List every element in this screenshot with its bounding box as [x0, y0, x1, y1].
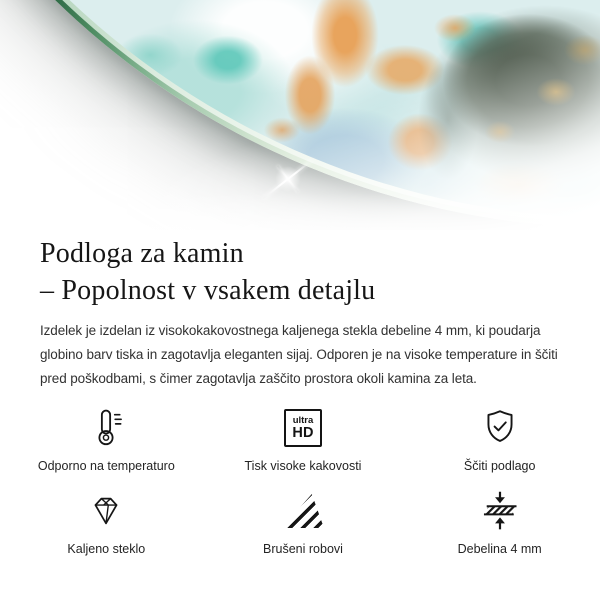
- feature-label: Brušeni robovi: [263, 542, 343, 556]
- feature-protects-floor: [401, 405, 598, 474]
- brushed-edges-icon: [282, 488, 324, 534]
- feature-label: Kaljeno steklo: [67, 542, 146, 556]
- feature-print-quality: [205, 405, 402, 474]
- feature-temperature-resistant: [8, 405, 205, 474]
- product-info-section: [0, 230, 600, 391]
- feature-label: Ščiti podlago: [463, 459, 536, 473]
- feature-label: Tisk visoke kakovosti: [244, 459, 362, 473]
- ultra-hd-icon-text-bottom: HD: [292, 425, 314, 441]
- ultra-hd-icon: [284, 405, 322, 451]
- product-description: Izdelek je izdelan iz visokokakovostnega kaljenega stekla debeline 4 mm, ki poudarja globino barv tiska in zagotavlja eleganten sijaj. Odporen je na visoke temperature in ščiti pred poškodbami, s čimer zagotavlja zaščito prostora okoli kamina za leta.: [40, 323, 558, 386]
- page-title-line1: Podloga za kamin: [40, 238, 244, 269]
- page-title-line2: – Popolnost v vsakem detajlu: [40, 275, 376, 306]
- feature-tempered-glass: [8, 488, 205, 557]
- ultra-hd-icon-text-top: ultra: [292, 415, 314, 426]
- thickness-icon: [478, 488, 522, 534]
- feature-label: Debelina 4 mm: [457, 542, 542, 556]
- product-image: [0, 0, 600, 230]
- page-title: [40, 235, 560, 309]
- feature-ground-edges: [205, 488, 402, 557]
- feature-grid: [0, 405, 600, 557]
- feature-label: Odporno na temperaturo: [37, 459, 175, 473]
- shield-check-icon: [479, 405, 521, 451]
- marble-print-surface: [0, 0, 600, 230]
- feature-thickness: [401, 488, 598, 557]
- thermometer-icon: [84, 405, 128, 451]
- diamond-icon: [84, 488, 128, 534]
